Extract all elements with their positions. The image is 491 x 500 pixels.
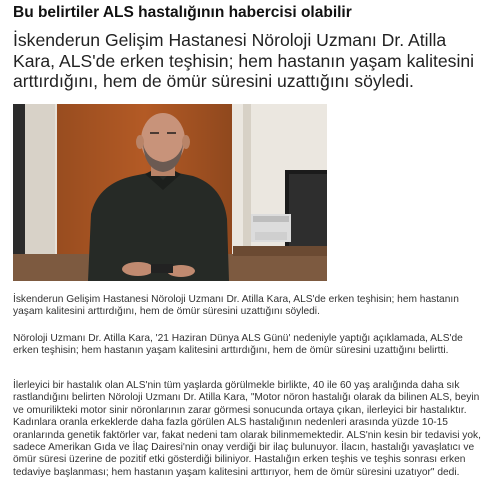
article-paragraph-3: İlerleyici bir hastalık olan ALS'nin tüm yaşlarda görülmekle birlikte, 40 ile 60 yaş aralığında daha sık rastlandığını belirten Nöroloji Uzmanı Dr. Atilla Kara, "Motor nöron hastalığı olarak da bilinen ALS, beyin ve omurilikteki motor sinir nöronlarının zarar görmesi sonucunda ortaya çıkan, ilerleyici bir hastalıktır. Kadınlara oranla erkeklerde daha fazla görülen ALS hastalığının nedenleri arasında yüzde 10-15 oranlarında genetik faktörler var, fakat nedeni tam olarak bilinmemektedir. ALS'nin kesin bir tedavisi yok, sadece Amerikan Gıda ve İlaç Dairesi'nin onay verdiği bir ilaç bulunuyor. İlacın, hastalığı yavaşlatıcı ve ömür süresi üzerine de pozitif etki gösterdiği biliniyor. Hastalığın erken teşhis ve teşhis sonrası erken tedaviye başlanması; hem hastanın yaşam kalitesini arttırıyor, hem de ömür süresini uzatıyor" dedi.: [13, 380, 481, 478]
article-paragraph-2: Nöroloji Uzmanı Dr. Atilla Kara, '21 Haziran Dünya ALS Günü' nedeniyle yaptığı açıklamada, ALS'de erken teşhisin; hem hastanın yaşam kalitesini arttırdığını, hem de ömür süresini uzattığını belirtti.: [13, 333, 463, 357]
article-lead: İskenderun Gelişim Hastanesi Nöroloji Uzmanı Dr. Atilla Kara, ALS'de erken teşhisin; hem hastanın yaşam kalitesini arttırdığını, hem de ömür süresini uzattığını söyledi.: [13, 30, 475, 91]
doctor-portrait-image: [13, 104, 327, 281]
article-headline: Bu belirtiler ALS hastalığının habercisi olabilir: [13, 4, 352, 21]
article-paragraph-1: İskenderun Gelişim Hastanesi Nöroloji Uzmanı Dr. Atilla Kara, ALS'de erken teşhisin; hem hastanın yaşam kalitesini arttırdığını, hem de ömür süresini uzattığını söyledi.: [13, 294, 459, 318]
article-photo: [13, 104, 327, 281]
